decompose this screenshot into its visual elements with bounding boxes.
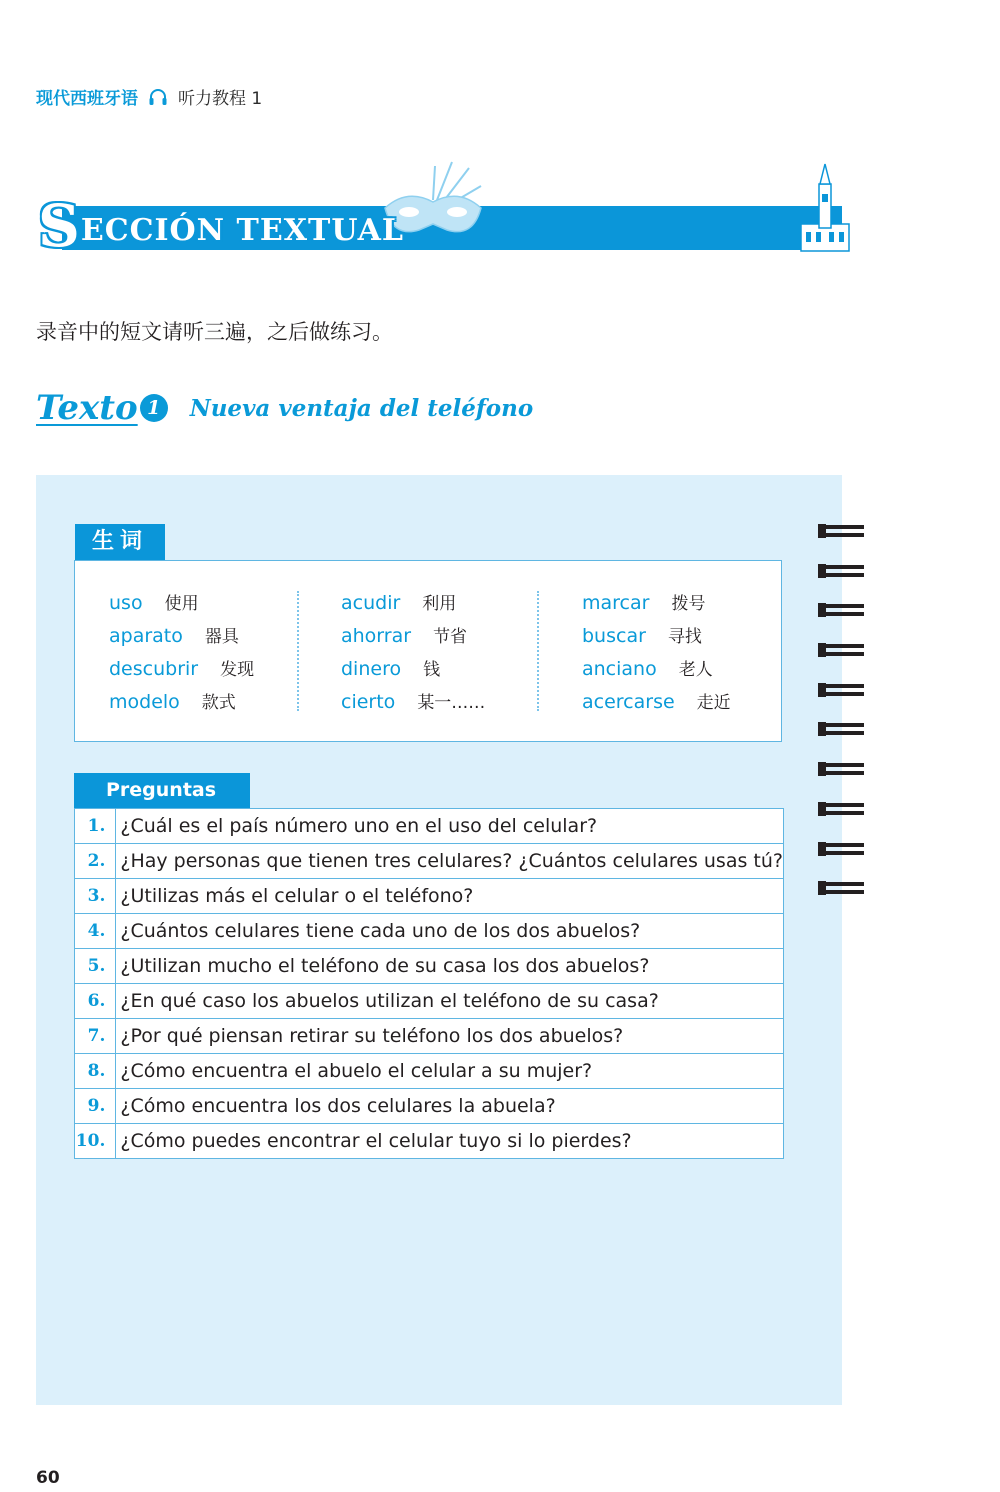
section-title-rest: ECCIÓN TEXTUAL: [80, 213, 404, 248]
texto-title: Nueva ventaja del teléfono: [189, 394, 534, 422]
question-text: ¿Cómo puedes encontrar el celular tuyo si lo pierdes?: [116, 1124, 784, 1159]
question-text: ¿En qué caso los abuelos utilizan el teléfono de su casa?: [116, 984, 784, 1019]
binding-ring: [818, 603, 864, 617]
question-row: [75, 809, 784, 844]
question-text: ¿Cuál es el país número uno en el uso del celular?: [116, 809, 784, 844]
course-title: 听力教程 1: [178, 89, 263, 109]
question-row: [75, 1124, 784, 1159]
vocab-divider: [297, 591, 299, 711]
vocab-spanish: buscar: [582, 625, 646, 647]
questions-table: [74, 808, 784, 1159]
binding-ring: [818, 643, 864, 657]
vocab-box: [74, 560, 782, 742]
question-row: [75, 949, 784, 984]
vocab-spanish: marcar: [582, 592, 650, 614]
vocab-item: [582, 655, 731, 688]
vocab-spanish: acercarse: [582, 691, 675, 713]
question-number: 10.: [75, 1124, 116, 1159]
vocab-spanish: modelo: [109, 691, 180, 713]
binding-ring: [818, 722, 864, 736]
binding-ring: [818, 802, 864, 816]
vocab-spanish: cierto: [341, 691, 396, 713]
vocab-item: [341, 589, 485, 622]
section-title: [38, 192, 404, 260]
vocab-column: [341, 589, 485, 721]
vocab-spanish: acudir: [341, 592, 401, 614]
question-text: ¿Cómo encuentra el abuelo el celular a su mujer?: [116, 1054, 784, 1089]
question-number: 6.: [75, 984, 116, 1019]
vocab-chinese: 拨号: [671, 594, 706, 614]
binding-ring: [818, 683, 864, 697]
question-text: ¿Por qué piensan retirar su teléfono los dos abuelos?: [116, 1019, 784, 1054]
questions-label: Preguntas: [74, 773, 250, 808]
vocab-item: [582, 589, 731, 622]
section-title-initial: S: [38, 192, 81, 260]
vocab-column: [582, 589, 731, 721]
vocab-item: [341, 655, 485, 688]
question-text: ¿Cuántos celulares tiene cada uno de los dos abuelos?: [116, 914, 784, 949]
vocab-item: [109, 589, 254, 622]
vocab-chinese: 钱: [423, 660, 441, 680]
vocab-item: [582, 688, 731, 721]
vocab-chinese: 走近: [696, 693, 731, 713]
question-text: ¿Hay personas que tienen tres celulares? ¿Cuántos celulares usas tú?: [116, 844, 784, 879]
question-text: ¿Utilizan mucho el teléfono de su casa los dos abuelos?: [116, 949, 784, 984]
vocab-spanish: ahorrar: [341, 625, 412, 647]
texto-label: Texto: [36, 388, 138, 428]
book-title: 现代西班牙语: [36, 89, 138, 109]
question-number: 2.: [75, 844, 116, 879]
instruction-text: 录音中的短文请听三遍，之后做练习。: [36, 320, 393, 344]
vocab-label: 生词: [75, 524, 165, 560]
question-text: ¿Utilizas más el celular o el teléfono?: [116, 879, 784, 914]
notebook-binding-rings: [818, 524, 864, 921]
vocab-chinese: 寻找: [667, 627, 702, 647]
tower-icon: [800, 162, 850, 252]
question-row: [75, 1019, 784, 1054]
question-row: [75, 844, 784, 879]
vocab-chinese: 发现: [220, 660, 255, 680]
question-row: [75, 984, 784, 1019]
vocab-item: [109, 655, 254, 688]
question-row: [75, 1089, 784, 1124]
headphones-icon: [148, 88, 168, 106]
vocab-chinese: 利用: [422, 594, 457, 614]
vocab-item: [341, 622, 485, 655]
running-head: [36, 84, 262, 109]
vocab-spanish: aparato: [109, 625, 183, 647]
question-number: 3.: [75, 879, 116, 914]
question-number: 7.: [75, 1019, 116, 1054]
vocab-chinese: 器具: [204, 627, 239, 647]
question-number: 5.: [75, 949, 116, 984]
vocab-chinese: 使用: [164, 594, 199, 614]
vocab-spanish: uso: [109, 592, 143, 614]
vocab-column: [109, 589, 254, 721]
question-row: [75, 879, 784, 914]
question-number: 8.: [75, 1054, 116, 1089]
binding-ring: [818, 881, 864, 895]
question-row: [75, 1054, 784, 1089]
binding-ring: [818, 524, 864, 538]
vocab-item: [109, 622, 254, 655]
question-number: 4.: [75, 914, 116, 949]
vocab-item: [109, 688, 254, 721]
binding-ring: [818, 564, 864, 578]
binding-ring: [818, 842, 864, 856]
page-number: 60: [36, 1468, 60, 1488]
question-number: 9.: [75, 1089, 116, 1124]
question-number: 1.: [75, 809, 116, 844]
section-banner: [32, 160, 862, 260]
vocab-item: [582, 622, 731, 655]
vocab-chinese: 节省: [433, 627, 468, 647]
vocab-chinese: 款式: [201, 693, 236, 713]
texto-number-badge: 1: [140, 394, 168, 422]
vocab-chinese: 老人: [678, 660, 713, 680]
question-text: ¿Cómo encuentra los dos celulares la abuela?: [116, 1089, 784, 1124]
vocab-divider: [537, 591, 539, 711]
vocab-spanish: descubrir: [109, 658, 199, 680]
vocab-item: [341, 688, 485, 721]
vocab-spanish: dinero: [341, 658, 402, 680]
vocab-spanish: anciano: [582, 658, 657, 680]
question-row: [75, 914, 784, 949]
texto-heading: [36, 388, 533, 428]
vocab-chinese: 某一……: [417, 693, 486, 713]
binding-ring: [818, 762, 864, 776]
